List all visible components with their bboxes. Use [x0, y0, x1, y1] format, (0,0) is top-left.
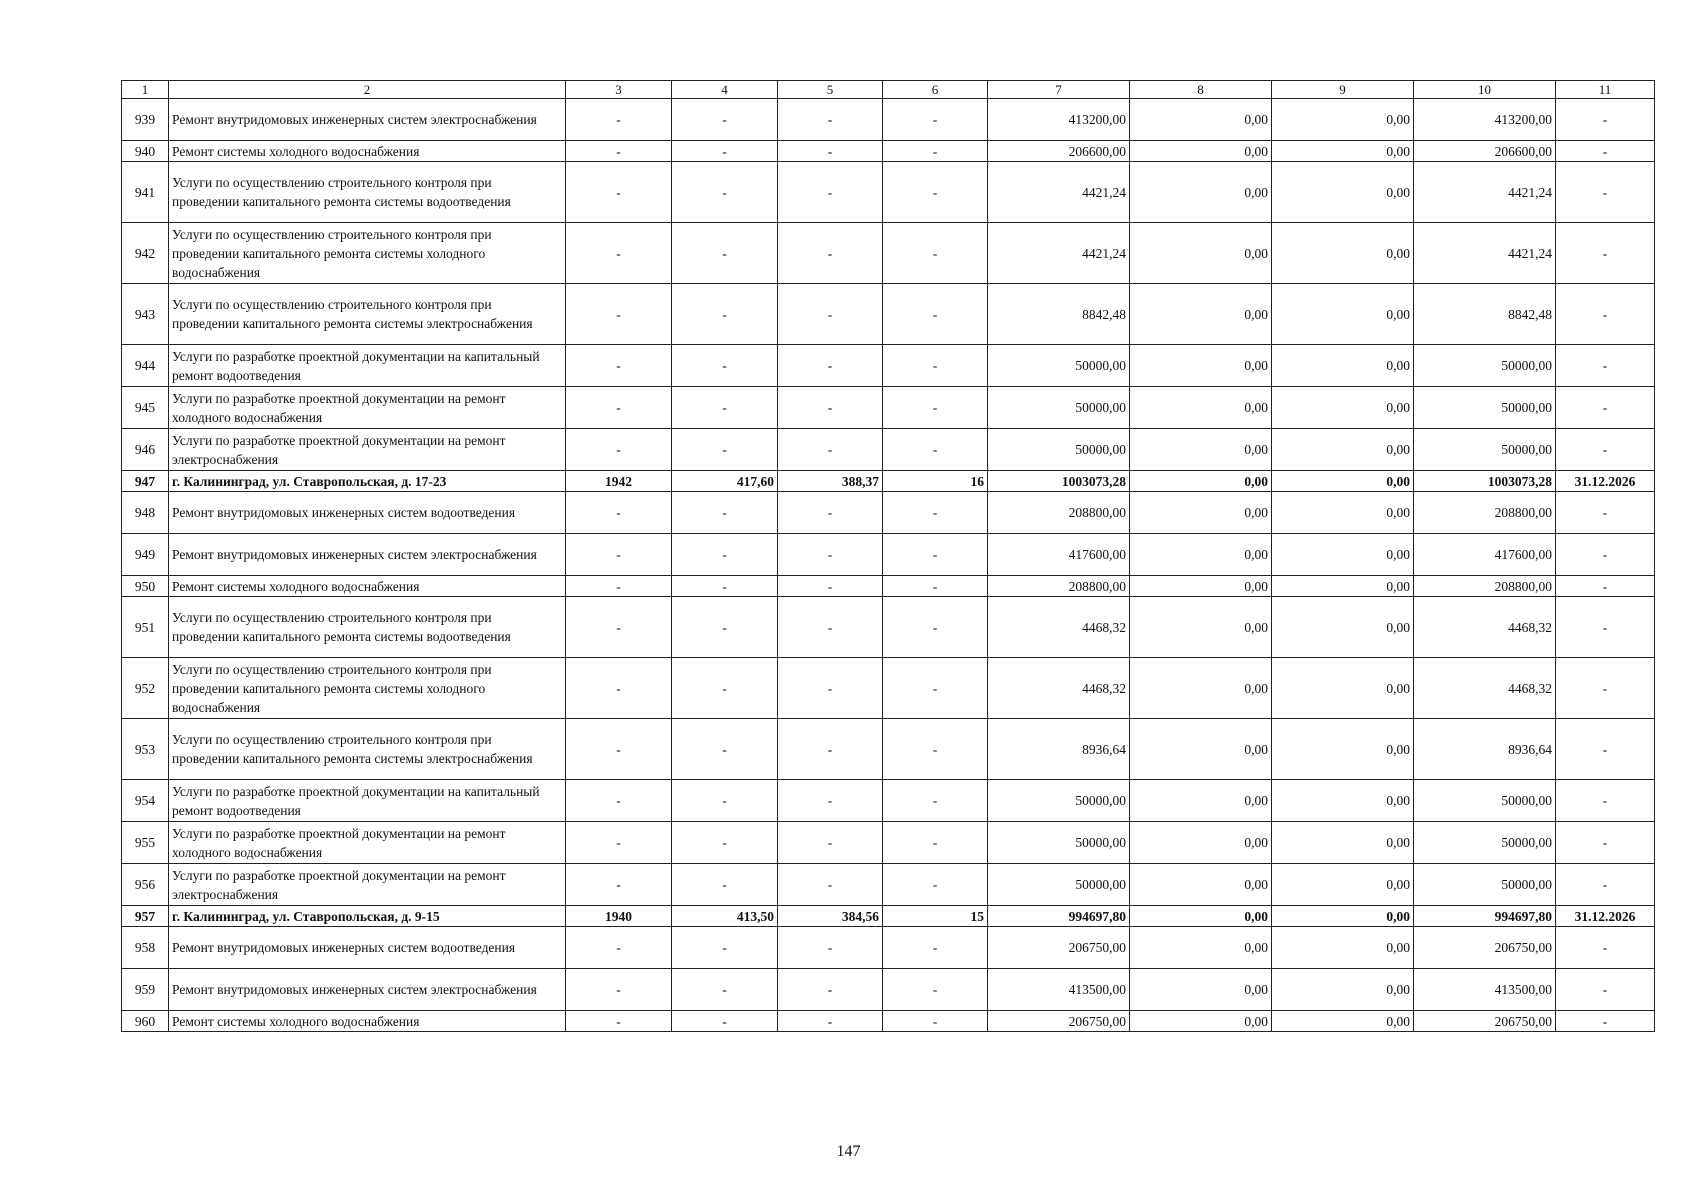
total-cost-cell: 50000,00: [988, 822, 1130, 864]
residents-cell: -: [883, 99, 988, 141]
residents-cell: -: [883, 927, 988, 969]
fund-cost-cell: 0,00: [1130, 1011, 1272, 1032]
living-area-cell: -: [778, 284, 883, 345]
work-name-cell: Услуги по осуществлению строительного контроля при проведении капитального ремонта системы водоотведения: [169, 162, 566, 223]
area-cell: -: [672, 534, 778, 576]
fund-cost-cell: 0,00: [1130, 780, 1272, 822]
table-row: [122, 387, 1655, 429]
total-cost-cell: 413200,00: [988, 99, 1130, 141]
total-cost-cell: 208800,00: [988, 492, 1130, 534]
fund-cost-cell: 0,00: [1130, 597, 1272, 658]
owners-cost-cell: 4468,32: [1414, 597, 1556, 658]
living-area-cell: -: [778, 780, 883, 822]
column-number-cell: 6: [883, 81, 988, 99]
area-cell: -: [672, 658, 778, 719]
work-name-cell: Услуги по разработке проектной документации на ремонт электроснабжения: [169, 864, 566, 906]
row-number-cell: 947: [122, 471, 169, 492]
owners-cost-cell: 50000,00: [1414, 387, 1556, 429]
total-cost-cell: 8842,48: [988, 284, 1130, 345]
table-row: [122, 719, 1655, 780]
budget-cost-cell: 0,00: [1272, 162, 1414, 223]
table-row: [122, 534, 1655, 576]
row-number-cell: 942: [122, 223, 169, 284]
deadline-cell: -: [1556, 345, 1655, 387]
deadline-cell: -: [1556, 284, 1655, 345]
residents-cell: -: [883, 162, 988, 223]
residents-cell: -: [883, 345, 988, 387]
column-number-cell: 9: [1272, 81, 1414, 99]
living-area-cell: -: [778, 429, 883, 471]
area-cell: -: [672, 719, 778, 780]
living-area-cell: -: [778, 719, 883, 780]
total-cost-cell: 4421,24: [988, 223, 1130, 284]
year-cell: -: [566, 719, 672, 780]
fund-cost-cell: 0,00: [1130, 387, 1272, 429]
table-row: [122, 576, 1655, 597]
work-name-cell: Услуги по осуществлению строительного контроля при проведении капитального ремонта системы холодного водоснабжения: [169, 223, 566, 284]
year-cell: -: [566, 927, 672, 969]
owners-cost-cell: 208800,00: [1414, 492, 1556, 534]
column-number-cell: 10: [1414, 81, 1556, 99]
budget-cost-cell: 0,00: [1272, 429, 1414, 471]
column-number-cell: 7: [988, 81, 1130, 99]
column-number-cell: 1: [122, 81, 169, 99]
fund-cost-cell: 0,00: [1130, 345, 1272, 387]
total-cost-cell: 206750,00: [988, 1011, 1130, 1032]
deadline-cell: 31.12.2026: [1556, 906, 1655, 927]
work-name-cell: Услуги по осуществлению строительного контроля при проведении капитального ремонта системы электроснабжения: [169, 284, 566, 345]
work-name-cell: Услуги по разработке проектной документации на капитальный ремонт водоотведения: [169, 345, 566, 387]
row-number-cell: 953: [122, 719, 169, 780]
work-name-cell: Ремонт внутридомовых инженерных систем электроснабжения: [169, 969, 566, 1011]
row-number-cell: 958: [122, 927, 169, 969]
living-area-cell: 388,37: [778, 471, 883, 492]
year-cell: -: [566, 284, 672, 345]
area-cell: -: [672, 345, 778, 387]
fund-cost-cell: 0,00: [1130, 162, 1272, 223]
year-cell: -: [566, 597, 672, 658]
area-cell: -: [672, 576, 778, 597]
year-cell: -: [566, 576, 672, 597]
page-number: 147: [836, 1143, 861, 1160]
column-number-cell: 3: [566, 81, 672, 99]
column-number-cell: 4: [672, 81, 778, 99]
residents-cell: -: [883, 1011, 988, 1032]
row-number-cell: 946: [122, 429, 169, 471]
area-cell: -: [672, 864, 778, 906]
work-name-cell: Услуги по осуществлению строительного контроля при проведении капитального ремонта системы водоотведения: [169, 597, 566, 658]
residents-cell: -: [883, 492, 988, 534]
works-table: [121, 80, 1655, 1032]
row-number-cell: 945: [122, 387, 169, 429]
fund-cost-cell: 0,00: [1130, 141, 1272, 162]
row-number-cell: 952: [122, 658, 169, 719]
table-body: [122, 81, 1655, 1032]
owners-cost-cell: 4421,24: [1414, 223, 1556, 284]
total-cost-cell: 8936,64: [988, 719, 1130, 780]
table-row: [122, 658, 1655, 719]
row-number-cell: 944: [122, 345, 169, 387]
column-number-cell: 8: [1130, 81, 1272, 99]
budget-cost-cell: 0,00: [1272, 906, 1414, 927]
table-row: [122, 99, 1655, 141]
deadline-cell: -: [1556, 969, 1655, 1011]
table-row: [122, 141, 1655, 162]
year-cell: -: [566, 822, 672, 864]
year-cell: -: [566, 141, 672, 162]
deadline-cell: -: [1556, 162, 1655, 223]
fund-cost-cell: 0,00: [1130, 492, 1272, 534]
deadline-cell: -: [1556, 576, 1655, 597]
area-cell: 413,50: [672, 906, 778, 927]
year-cell: -: [566, 780, 672, 822]
living-area-cell: -: [778, 597, 883, 658]
budget-cost-cell: 0,00: [1272, 223, 1414, 284]
budget-cost-cell: 0,00: [1272, 345, 1414, 387]
deadline-cell: -: [1556, 387, 1655, 429]
budget-cost-cell: 0,00: [1272, 534, 1414, 576]
owners-cost-cell: 8842,48: [1414, 284, 1556, 345]
budget-cost-cell: 0,00: [1272, 471, 1414, 492]
row-number-cell: 954: [122, 780, 169, 822]
column-number-cell: 11: [1556, 81, 1655, 99]
living-area-cell: -: [778, 345, 883, 387]
deadline-cell: -: [1556, 534, 1655, 576]
living-area-cell: -: [778, 1011, 883, 1032]
living-area-cell: 384,56: [778, 906, 883, 927]
deadline-cell: -: [1556, 99, 1655, 141]
owners-cost-cell: 206600,00: [1414, 141, 1556, 162]
area-cell: -: [672, 387, 778, 429]
owners-cost-cell: 50000,00: [1414, 429, 1556, 471]
residents-cell: 16: [883, 471, 988, 492]
row-number-cell: 959: [122, 969, 169, 1011]
residents-cell: -: [883, 141, 988, 162]
total-cost-cell: 4468,32: [988, 597, 1130, 658]
work-name-cell: Услуги по разработке проектной документации на капитальный ремонт водоотведения: [169, 780, 566, 822]
residents-cell: -: [883, 223, 988, 284]
owners-cost-cell: 208800,00: [1414, 576, 1556, 597]
work-name-cell: Услуги по разработке проектной документации на ремонт холодного водоснабжения: [169, 387, 566, 429]
year-cell: -: [566, 429, 672, 471]
budget-cost-cell: 0,00: [1272, 927, 1414, 969]
residents-cell: -: [883, 534, 988, 576]
year-cell: -: [566, 534, 672, 576]
address-row: [122, 906, 1655, 927]
deadline-cell: -: [1556, 141, 1655, 162]
deadline-cell: -: [1556, 429, 1655, 471]
fund-cost-cell: 0,00: [1130, 223, 1272, 284]
budget-cost-cell: 0,00: [1272, 99, 1414, 141]
living-area-cell: -: [778, 927, 883, 969]
table-row: [122, 345, 1655, 387]
work-name-cell: г. Калининград, ул. Ставропольская, д. 17-23: [169, 471, 566, 492]
row-number-cell: 950: [122, 576, 169, 597]
living-area-cell: -: [778, 492, 883, 534]
living-area-cell: -: [778, 162, 883, 223]
area-cell: -: [672, 822, 778, 864]
budget-cost-cell: 0,00: [1272, 1011, 1414, 1032]
residents-cell: 15: [883, 906, 988, 927]
year-cell: 1940: [566, 906, 672, 927]
owners-cost-cell: 206750,00: [1414, 1011, 1556, 1032]
row-number-cell: 955: [122, 822, 169, 864]
living-area-cell: -: [778, 534, 883, 576]
owners-cost-cell: 417600,00: [1414, 534, 1556, 576]
total-cost-cell: 417600,00: [988, 534, 1130, 576]
residents-cell: -: [883, 597, 988, 658]
area-cell: -: [672, 284, 778, 345]
living-area-cell: -: [778, 969, 883, 1011]
area-cell: -: [672, 597, 778, 658]
year-cell: -: [566, 223, 672, 284]
area-cell: -: [672, 162, 778, 223]
residents-cell: -: [883, 284, 988, 345]
living-area-cell: -: [778, 223, 883, 284]
year-cell: -: [566, 492, 672, 534]
area-cell: -: [672, 780, 778, 822]
year-cell: -: [566, 864, 672, 906]
fund-cost-cell: 0,00: [1130, 864, 1272, 906]
owners-cost-cell: 50000,00: [1414, 780, 1556, 822]
residents-cell: -: [883, 429, 988, 471]
owners-cost-cell: 4421,24: [1414, 162, 1556, 223]
area-cell: -: [672, 969, 778, 1011]
total-cost-cell: 50000,00: [988, 345, 1130, 387]
budget-cost-cell: 0,00: [1272, 780, 1414, 822]
work-name-cell: Ремонт системы холодного водоснабжения: [169, 576, 566, 597]
residents-cell: -: [883, 658, 988, 719]
work-name-cell: Ремонт системы холодного водоснабжения: [169, 141, 566, 162]
column-number-row: [122, 81, 1655, 99]
area-cell: -: [672, 99, 778, 141]
living-area-cell: -: [778, 99, 883, 141]
residents-cell: -: [883, 387, 988, 429]
year-cell: -: [566, 345, 672, 387]
row-number-cell: 940: [122, 141, 169, 162]
row-number-cell: 948: [122, 492, 169, 534]
column-number-cell: 5: [778, 81, 883, 99]
area-cell: -: [672, 223, 778, 284]
owners-cost-cell: 4468,32: [1414, 658, 1556, 719]
table-row: [122, 780, 1655, 822]
area-cell: -: [672, 141, 778, 162]
fund-cost-cell: 0,00: [1130, 719, 1272, 780]
deadline-cell: 31.12.2026: [1556, 471, 1655, 492]
table-row: [122, 822, 1655, 864]
living-area-cell: -: [778, 658, 883, 719]
address-row: [122, 471, 1655, 492]
fund-cost-cell: 0,00: [1130, 429, 1272, 471]
residents-cell: -: [883, 864, 988, 906]
fund-cost-cell: 0,00: [1130, 471, 1272, 492]
row-number-cell: 951: [122, 597, 169, 658]
budget-cost-cell: 0,00: [1272, 597, 1414, 658]
deadline-cell: -: [1556, 597, 1655, 658]
living-area-cell: -: [778, 864, 883, 906]
owners-cost-cell: 8936,64: [1414, 719, 1556, 780]
living-area-cell: -: [778, 822, 883, 864]
work-name-cell: Услуги по разработке проектной документации на ремонт холодного водоснабжения: [169, 822, 566, 864]
year-cell: -: [566, 99, 672, 141]
residents-cell: -: [883, 719, 988, 780]
living-area-cell: -: [778, 141, 883, 162]
total-cost-cell: 50000,00: [988, 429, 1130, 471]
row-number-cell: 956: [122, 864, 169, 906]
budget-cost-cell: 0,00: [1272, 387, 1414, 429]
work-name-cell: Ремонт внутридомовых инженерных систем водоотведения: [169, 492, 566, 534]
deadline-cell: -: [1556, 1011, 1655, 1032]
work-name-cell: Услуги по осуществлению строительного контроля при проведении капитального ремонта системы электроснабжения: [169, 719, 566, 780]
owners-cost-cell: 50000,00: [1414, 864, 1556, 906]
residents-cell: -: [883, 576, 988, 597]
table-row: [122, 162, 1655, 223]
deadline-cell: -: [1556, 223, 1655, 284]
budget-cost-cell: 0,00: [1272, 492, 1414, 534]
year-cell: -: [566, 387, 672, 429]
work-name-cell: Услуги по осуществлению строительного контроля при проведении капитального ремонта системы холодного водоснабжения: [169, 658, 566, 719]
table-row: [122, 492, 1655, 534]
table-row: [122, 429, 1655, 471]
living-area-cell: -: [778, 576, 883, 597]
year-cell: -: [566, 162, 672, 223]
residents-cell: -: [883, 969, 988, 1011]
residents-cell: -: [883, 822, 988, 864]
fund-cost-cell: 0,00: [1130, 284, 1272, 345]
row-number-cell: 960: [122, 1011, 169, 1032]
table-row: [122, 969, 1655, 1011]
work-name-cell: Ремонт внутридомовых инженерных систем электроснабжения: [169, 534, 566, 576]
budget-cost-cell: 0,00: [1272, 284, 1414, 345]
total-cost-cell: 50000,00: [988, 864, 1130, 906]
budget-cost-cell: 0,00: [1272, 864, 1414, 906]
owners-cost-cell: 206750,00: [1414, 927, 1556, 969]
row-number-cell: 941: [122, 162, 169, 223]
work-name-cell: Ремонт системы холодного водоснабжения: [169, 1011, 566, 1032]
fund-cost-cell: 0,00: [1130, 969, 1272, 1011]
table-row: [122, 284, 1655, 345]
year-cell: -: [566, 969, 672, 1011]
total-cost-cell: 994697,80: [988, 906, 1130, 927]
budget-cost-cell: 0,00: [1272, 141, 1414, 162]
total-cost-cell: 413500,00: [988, 969, 1130, 1011]
deadline-cell: -: [1556, 864, 1655, 906]
total-cost-cell: 50000,00: [988, 780, 1130, 822]
owners-cost-cell: 994697,80: [1414, 906, 1556, 927]
total-cost-cell: 4421,24: [988, 162, 1130, 223]
table-row: [122, 597, 1655, 658]
work-name-cell: Услуги по разработке проектной документации на ремонт электроснабжения: [169, 429, 566, 471]
budget-cost-cell: 0,00: [1272, 576, 1414, 597]
table-row: [122, 864, 1655, 906]
fund-cost-cell: 0,00: [1130, 906, 1272, 927]
fund-cost-cell: 0,00: [1130, 658, 1272, 719]
row-number-cell: 943: [122, 284, 169, 345]
year-cell: -: [566, 658, 672, 719]
work-name-cell: Ремонт внутридомовых инженерных систем водоотведения: [169, 927, 566, 969]
fund-cost-cell: 0,00: [1130, 576, 1272, 597]
row-number-cell: 957: [122, 906, 169, 927]
total-cost-cell: 50000,00: [988, 387, 1130, 429]
column-number-cell: 2: [169, 81, 566, 99]
row-number-cell: 949: [122, 534, 169, 576]
deadline-cell: -: [1556, 927, 1655, 969]
total-cost-cell: 206600,00: [988, 141, 1130, 162]
deadline-cell: -: [1556, 822, 1655, 864]
year-cell: 1942: [566, 471, 672, 492]
budget-cost-cell: 0,00: [1272, 719, 1414, 780]
fund-cost-cell: 0,00: [1130, 99, 1272, 141]
total-cost-cell: 1003073,28: [988, 471, 1130, 492]
deadline-cell: -: [1556, 719, 1655, 780]
fund-cost-cell: 0,00: [1130, 927, 1272, 969]
total-cost-cell: 208800,00: [988, 576, 1130, 597]
year-cell: -: [566, 1011, 672, 1032]
table-row: [122, 927, 1655, 969]
budget-cost-cell: 0,00: [1272, 658, 1414, 719]
budget-cost-cell: 0,00: [1272, 822, 1414, 864]
owners-cost-cell: 1003073,28: [1414, 471, 1556, 492]
deadline-cell: -: [1556, 780, 1655, 822]
deadline-cell: -: [1556, 658, 1655, 719]
area-cell: -: [672, 1011, 778, 1032]
owners-cost-cell: 50000,00: [1414, 345, 1556, 387]
owners-cost-cell: 50000,00: [1414, 822, 1556, 864]
budget-cost-cell: 0,00: [1272, 969, 1414, 1011]
table-row: [122, 223, 1655, 284]
living-area-cell: -: [778, 387, 883, 429]
owners-cost-cell: 413200,00: [1414, 99, 1556, 141]
total-cost-cell: 4468,32: [988, 658, 1130, 719]
deadline-cell: -: [1556, 492, 1655, 534]
work-name-cell: г. Калининград, ул. Ставропольская, д. 9-15: [169, 906, 566, 927]
table-row: [122, 1011, 1655, 1032]
work-name-cell: Ремонт внутридомовых инженерных систем электроснабжения: [169, 99, 566, 141]
area-cell: -: [672, 927, 778, 969]
row-number-cell: 939: [122, 99, 169, 141]
total-cost-cell: 206750,00: [988, 927, 1130, 969]
area-cell: -: [672, 429, 778, 471]
residents-cell: -: [883, 780, 988, 822]
area-cell: -: [672, 492, 778, 534]
fund-cost-cell: 0,00: [1130, 822, 1272, 864]
owners-cost-cell: 413500,00: [1414, 969, 1556, 1011]
fund-cost-cell: 0,00: [1130, 534, 1272, 576]
area-cell: 417,60: [672, 471, 778, 492]
